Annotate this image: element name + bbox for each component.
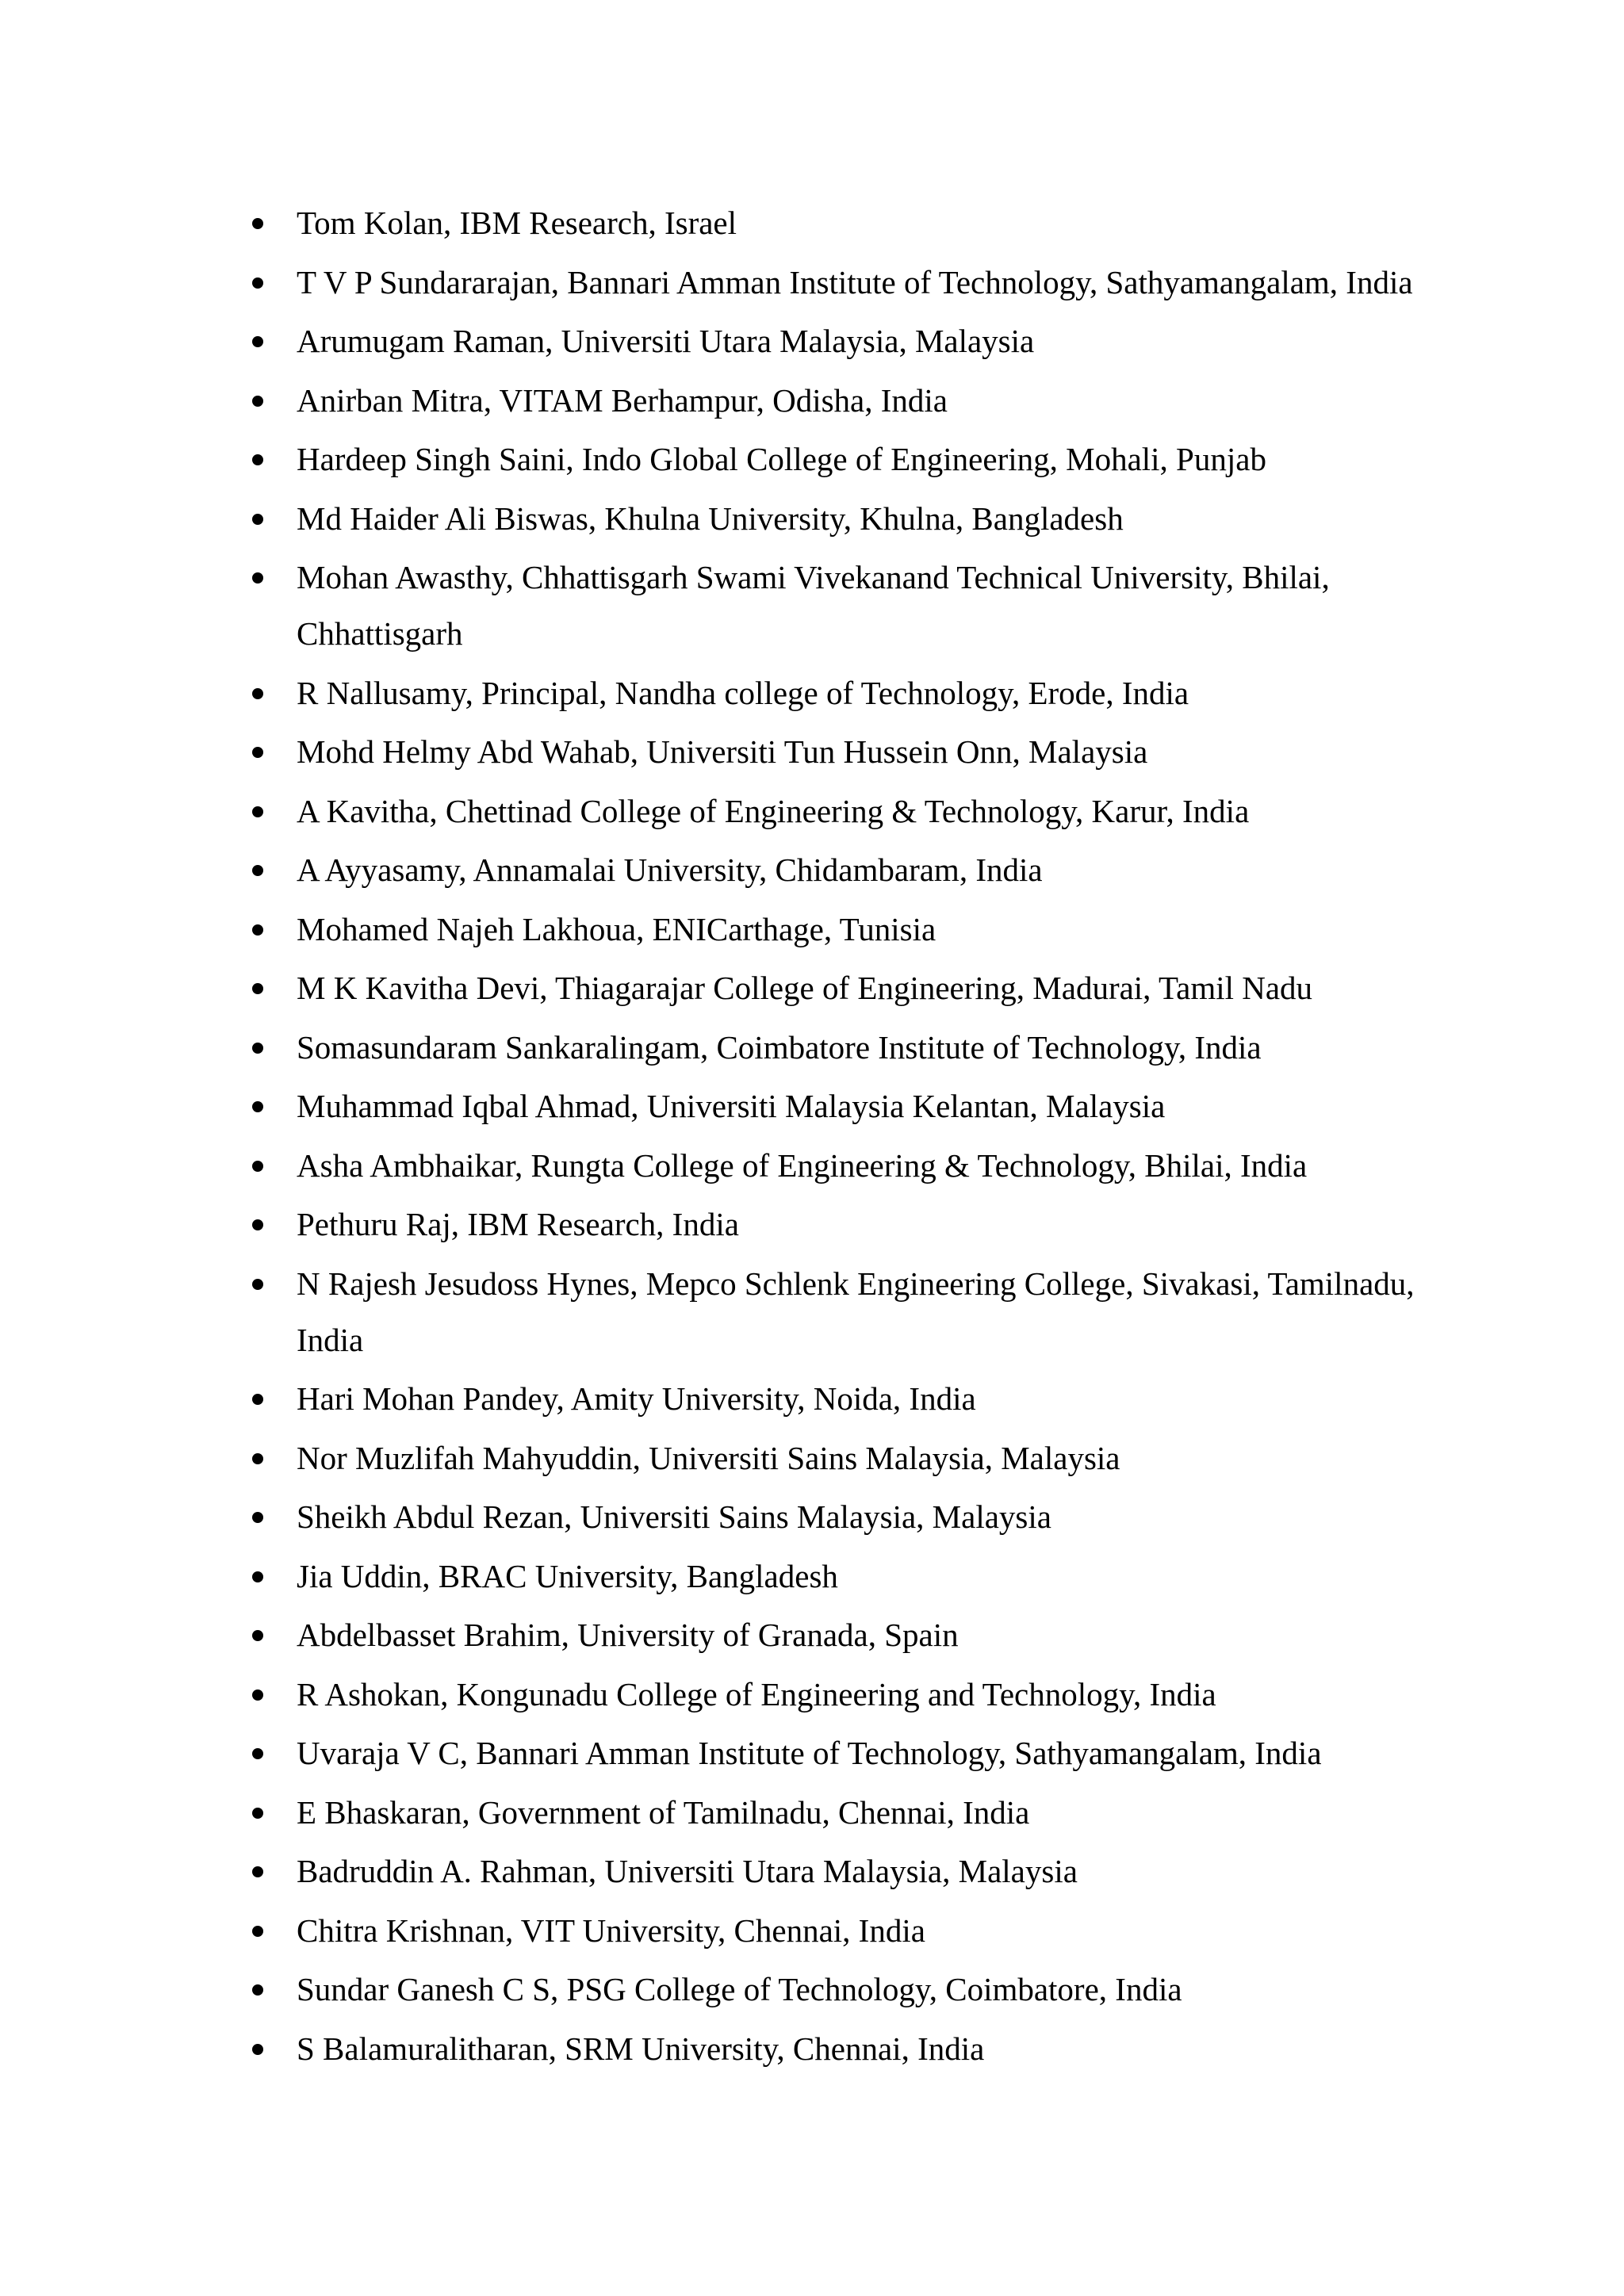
list-item [0, 1785, 1454, 1841]
member-entry: Mohan Awasthy, Chhattisgarh Swami Vivekanand Technical University, Bhilai, Chhattisgarh [297, 559, 1330, 652]
bullet-icon [252, 806, 263, 817]
list-item [0, 1843, 1454, 1900]
bullet-icon [252, 865, 263, 876]
bullet-icon [252, 1689, 263, 1701]
list-item [0, 373, 1454, 429]
list-item [0, 313, 1454, 369]
member-entry: A Kavitha, Chettinad College of Engineering & Technology, Karur, India [297, 792, 1250, 829]
list-item [0, 1903, 1454, 1959]
member-entry: Chitra Krishnan, VIT University, Chennai, India [297, 1911, 925, 1949]
member-entry: N Rajesh Jesudoss Hynes, Mepco Schlenk Engineering College, Sivakasi, Tamilnadu, India [297, 1265, 1415, 1358]
bullet-icon [252, 1394, 263, 1405]
list-item [0, 491, 1454, 547]
member-entry: Badruddin A. Rahman, Universiti Utara Malaysia, Malaysia [297, 1853, 1078, 1889]
member-entry: M K Kavitha Devi, Thiagarajar College of Engineering, Madurai, Tamil Nadu [297, 970, 1313, 1006]
member-entry: E Bhaskaran, Government of Tamilnadu, Chennai, India [297, 1793, 1030, 1831]
member-entry: Hardeep Singh Saini, Indo Global College of Engineering, Mohali, Punjab [297, 441, 1266, 477]
member-entry: Mohd Helmy Abd Wahab, Universiti Tun Hussein Onn, Malaysia [297, 733, 1148, 770]
bullet-icon [252, 277, 263, 289]
member-entry: Muhammad Iqbal Ahmad, Universiti Malaysia Kelantan, Malaysia [297, 1088, 1166, 1124]
list-item [0, 549, 1454, 662]
member-entry: A Ayyasamy, Annamalai University, Chidambaram, India [297, 851, 1043, 888]
member-entry: Asha Ambhaikar, Rungta College of Engineering & Technology, Bhilai, India [297, 1146, 1308, 1184]
list-item [0, 1607, 1454, 1663]
list-item [0, 665, 1454, 721]
list-item [0, 960, 1454, 1016]
member-entry: T V P Sundararajan, Bannari Amman Institute of Technology, Sathyamangalam, India [297, 263, 1413, 300]
member-entry: Hari Mohan Pandey, Amity University, Noida, India [297, 1380, 976, 1417]
bullet-icon [252, 396, 263, 407]
member-entry: Sundar Ganesh C S, PSG College of Technology, Coimbatore, India [297, 1971, 1182, 2007]
bullet-icon [252, 1926, 263, 1937]
member-entry: Anirban Mitra, VITAM Berhampur, Odisha, India [297, 381, 948, 419]
bullet-icon [252, 924, 263, 936]
member-entry: Somasundaram Sankaralingam, Coimbatore Institute of Technology, India [297, 1028, 1262, 1066]
bullet-icon [252, 1219, 263, 1230]
member-entry: Arumugam Raman, Universiti Utara Malaysia, Malaysia [297, 323, 1035, 359]
list-item [0, 842, 1454, 898]
bullet-icon [252, 454, 263, 465]
bullet-icon [252, 1984, 263, 1996]
member-entry: R Nallusamy, Principal, Nandha college of Technology, Erode, India [297, 674, 1189, 711]
member-entry: Mohamed Najeh Lakhoua, ENICarthage, Tunisia [297, 910, 936, 947]
bullet-icon [252, 1512, 263, 1523]
list-item [0, 1256, 1454, 1368]
member-entry: R Ashokan, Kongunadu College of Engineering and Technology, India [297, 1675, 1216, 1712]
bullet-icon [252, 1101, 263, 1112]
list-item [0, 254, 1454, 311]
bullet-icon [252, 747, 263, 758]
bullet-icon [252, 1630, 263, 1641]
member-entry: Sheikh Abdul Rezan, Universiti Sains Malaysia, Malaysia [297, 1498, 1051, 1535]
bullet-icon [252, 1866, 263, 1877]
member-entry: Nor Muzlifah Mahyuddin, Universiti Sains Malaysia, Malaysia [297, 1439, 1120, 1476]
bullet-icon [252, 688, 263, 699]
bullet-icon [252, 336, 263, 347]
member-entry: S Balamuralitharan, SRM University, Chennai, India [297, 2030, 985, 2067]
bullet-icon [252, 1808, 263, 1819]
bullet-icon [252, 2044, 263, 2055]
bullet-icon [252, 1453, 263, 1464]
list-item [0, 195, 1454, 251]
bullet-icon [252, 1279, 263, 1290]
bullet-icon [252, 218, 263, 229]
list-item [0, 1138, 1454, 1194]
list-item [0, 1020, 1454, 1076]
bullet-icon [252, 983, 263, 994]
list-item [0, 783, 1454, 840]
bullet-icon [252, 572, 263, 584]
committee-member-list [0, 195, 1624, 2080]
list-item [0, 1667, 1454, 1723]
list-item [0, 1430, 1454, 1487]
list-item [0, 901, 1454, 958]
bullet-icon [252, 1043, 263, 1054]
bullet-icon [252, 1748, 263, 1759]
list-item [0, 1371, 1454, 1427]
member-entry: Abdelbasset Brahim, University of Granada, Spain [297, 1617, 959, 1653]
member-entry: Md Haider Ali Biswas, Khulna University, Khulna, Bangladesh [297, 499, 1124, 537]
member-entry: Jia Uddin, BRAC University, Bangladesh [297, 1557, 838, 1594]
list-item [0, 1489, 1454, 1545]
member-entry: Uvaraja V C, Bannari Amman Institute of Technology, Sathyamangalam, India [297, 1735, 1322, 1771]
list-item [0, 1078, 1454, 1135]
list-item [0, 431, 1454, 488]
list-item [0, 2021, 1454, 2077]
list-item [0, 1196, 1454, 1253]
list-item [0, 724, 1454, 780]
bullet-icon [252, 1161, 263, 1172]
list-item [0, 1961, 1454, 2018]
list-item [0, 1548, 1454, 1605]
bullet-icon [252, 1571, 263, 1582]
member-entry: Pethuru Raj, IBM Research, India [297, 1206, 739, 1242]
list-item [0, 1725, 1454, 1781]
member-entry: Tom Kolan, IBM Research, Israel [297, 205, 737, 241]
bullet-icon [252, 514, 263, 525]
